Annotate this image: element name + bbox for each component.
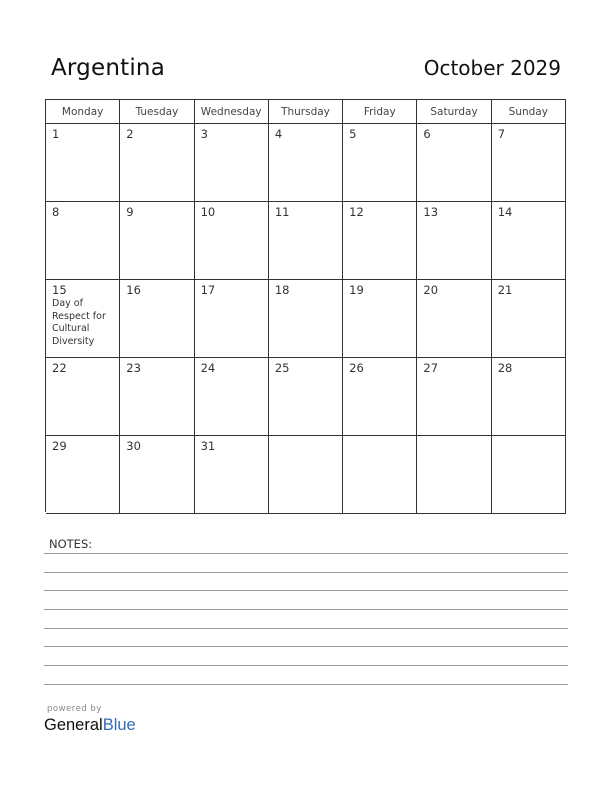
day-cell[interactable] xyxy=(492,280,566,357)
day-number: 23 xyxy=(126,361,141,375)
day-cell[interactable] xyxy=(269,358,343,435)
brand-general-text: General xyxy=(44,716,103,734)
day-number: 20 xyxy=(423,283,439,297)
week-row xyxy=(46,202,566,280)
notes-label: NOTES: xyxy=(49,537,93,551)
day-cell[interactable] xyxy=(195,436,269,513)
day-number: 13 xyxy=(423,205,439,219)
day-cell[interactable] xyxy=(120,202,194,279)
day-cell[interactable] xyxy=(195,358,269,435)
month-year-title: October 2029 xyxy=(423,56,561,80)
day-number: 6 xyxy=(423,127,431,141)
day-cell[interactable] xyxy=(46,124,120,201)
day-cell[interactable] xyxy=(417,436,491,513)
weekday-monday: Monday xyxy=(46,100,120,123)
day-cell[interactable] xyxy=(343,280,417,357)
day-number: 1 xyxy=(52,127,60,141)
weekday-thursday: Thursday xyxy=(269,100,343,123)
note-line[interactable] xyxy=(44,684,568,685)
day-cell[interactable] xyxy=(46,358,120,435)
day-cell[interactable] xyxy=(417,358,491,435)
note-line[interactable] xyxy=(44,590,568,591)
week-row xyxy=(46,436,566,514)
day-cell[interactable] xyxy=(120,280,194,357)
note-line[interactable] xyxy=(44,628,568,629)
weekday-wednesday: Wednesday xyxy=(195,100,269,123)
day-number: 16 xyxy=(126,283,141,297)
day-cell[interactable] xyxy=(120,436,194,513)
week-row xyxy=(46,358,566,436)
day-number: 21 xyxy=(497,283,513,297)
day-cell[interactable] xyxy=(269,202,343,279)
day-number: 8 xyxy=(52,205,60,219)
day-cell[interactable] xyxy=(120,358,194,435)
day-number: 3 xyxy=(200,127,208,141)
day-cell[interactable] xyxy=(269,124,343,201)
day-cell[interactable] xyxy=(46,202,120,279)
note-line[interactable] xyxy=(44,609,568,610)
brand-logo[interactable] xyxy=(44,716,136,735)
powered-by-text: powered by xyxy=(47,704,102,714)
week-row xyxy=(46,124,566,202)
day-number: 18 xyxy=(274,283,290,297)
day-cell[interactable] xyxy=(269,280,343,357)
day-number: 17 xyxy=(200,283,216,297)
day-cell[interactable] xyxy=(492,202,566,279)
day-number: 19 xyxy=(349,283,364,297)
day-number: 11 xyxy=(274,205,290,219)
day-cell[interactable] xyxy=(492,358,566,435)
day-cell[interactable] xyxy=(492,436,566,513)
day-number: 15 xyxy=(52,283,67,297)
calendar-grid xyxy=(45,99,566,512)
day-number: 31 xyxy=(200,439,216,453)
day-cell[interactable] xyxy=(343,124,417,201)
weekday-header-row xyxy=(46,100,566,124)
day-cell[interactable] xyxy=(417,202,491,279)
note-line[interactable] xyxy=(44,553,568,554)
day-cell[interactable] xyxy=(195,280,269,357)
country-title: Argentina xyxy=(51,55,165,81)
day-cell[interactable] xyxy=(343,436,417,513)
day-number: 14 xyxy=(497,205,513,219)
day-cell[interactable] xyxy=(343,202,417,279)
day-number: 25 xyxy=(274,361,290,375)
calendar-weeks xyxy=(46,124,566,514)
note-line[interactable] xyxy=(44,646,568,647)
note-line[interactable] xyxy=(44,665,568,666)
day-cell[interactable] xyxy=(46,280,120,357)
weekday-friday: Friday xyxy=(343,100,417,123)
day-number: 4 xyxy=(274,127,283,141)
day-number: 24 xyxy=(200,361,216,375)
day-number: 7 xyxy=(497,127,506,141)
day-number: 9 xyxy=(126,205,134,219)
day-number: 26 xyxy=(349,361,364,375)
day-number: 2 xyxy=(126,127,134,141)
day-cell[interactable] xyxy=(120,124,194,201)
day-number: 12 xyxy=(349,205,364,219)
day-number: 29 xyxy=(52,439,67,453)
day-number: 30 xyxy=(126,439,141,453)
weekday-saturday: Saturday xyxy=(417,100,491,123)
day-cell[interactable] xyxy=(195,124,269,201)
weekday-tuesday: Tuesday xyxy=(120,100,194,123)
day-number: 27 xyxy=(423,361,439,375)
day-cell[interactable] xyxy=(492,124,566,201)
day-number: 28 xyxy=(497,361,513,375)
brand-blue-text: Blue xyxy=(102,716,136,734)
note-line[interactable] xyxy=(44,572,568,573)
day-cell[interactable] xyxy=(269,436,343,513)
day-number: 22 xyxy=(52,361,67,375)
weekday-sunday: Sunday xyxy=(492,100,566,123)
day-cell[interactable] xyxy=(46,436,120,513)
day-cell[interactable] xyxy=(195,202,269,279)
week-row xyxy=(46,280,566,358)
day-cell[interactable] xyxy=(343,358,417,435)
day-number: 5 xyxy=(349,127,357,141)
day-number: 10 xyxy=(200,205,216,219)
day-cell[interactable] xyxy=(417,280,491,357)
day-cell[interactable] xyxy=(417,124,491,201)
holiday-label: Day of Respect for Cultural Diversity xyxy=(52,298,106,347)
